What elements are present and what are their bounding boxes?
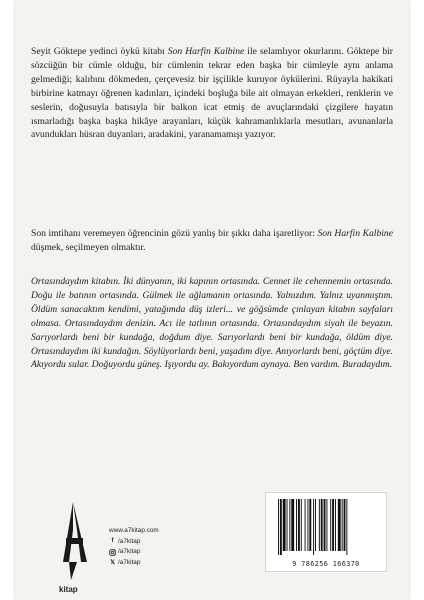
barcode-bar	[280, 499, 282, 555]
barcode-bar	[313, 499, 314, 555]
barcode-bar	[326, 499, 327, 551]
publisher-contacts	[109, 526, 159, 568]
barcode-bar	[305, 499, 306, 551]
barcode-bar	[283, 499, 286, 551]
barcode-bar	[321, 499, 323, 551]
intro-book-title: Son Harfin Kalbine	[167, 46, 245, 57]
barcode-bar	[278, 499, 279, 555]
intro-text-2: ile selamlıyor okurlarını. Göktepe bir sözcüğün bir cümle olduğu, bir cümlenin tekrar eden başka bir cümleyle aynı anlama gelmediği; kalıbını dökmeden, çerçevesiz bir işçilikle kuruyor öykülerini. Rüyayla hakikati birbirine katmayı öğrenen kadınları, içindeki boşluğa bile ait olmayan erkekleri, renklerin ve seslerin, doğusuyla batısıyla bir balkon icat etmiş de avuçlarındaki çizgilere hayatın ısmarladığı başka başka hikâye arayanları, küçük kahramanlıklarla mesutları, avunanlarla avundukları hüsran duyanları, aradakini, yaranamamışı yazıyor.	[31, 46, 393, 141]
excerpt-paragraph	[31, 275, 393, 372]
facebook-icon: f	[111, 538, 114, 545]
barcode-bar	[342, 499, 343, 551]
barcode-bar	[298, 499, 300, 551]
barcode-bar	[324, 499, 326, 551]
barcode-bar	[335, 499, 336, 551]
x-row	[109, 558, 159, 569]
website-row	[109, 526, 159, 537]
barcode-bar	[301, 499, 302, 551]
instagram-row	[109, 547, 159, 558]
instagram-handle[interactable]: /a7kitap	[118, 548, 141, 556]
intro-paragraph	[31, 45, 393, 142]
barcode-bar	[319, 499, 320, 551]
second-paragraph	[31, 227, 393, 255]
intro-text-1: Seyit Göktepe yedinci öykü kitabı	[31, 46, 168, 57]
publisher-logo-text: kitap	[59, 585, 78, 594]
isbn-barcode	[265, 492, 387, 572]
second-text-2: düşmek, seçilmeyen olmaktır.	[31, 241, 146, 253]
barcode-bar	[338, 499, 341, 551]
excerpt-text: Ortasındaydım kitabın. İki dünyanın, iki kapının ortasında. Cennet ile cehennemin ortasında. Doğu ile batının ortasında. Gülmek ile ağlamanın ortasında. Yalnızdım. Yalnız uyanmıştım. Öldüm sanacaktım kendimi, yatağımda düş izleri... ve göğsümde çınlayan kitabın sayfaları olmasa. Ortasındaydım denizin. Acı ile tatlının ortasında. Ortasındaydım siyah ile beyazın. Sarıyorlardı beni bir kundağa, doğdum diye. Sarıyorlardı beni bir kundağa, öldüm diye. Ortasındaydım iki kundağın. Söylüyorlardı beni, yaşadım diye. Anıyorlardı beni, göçtüm diye. Akıyordu sular. Doğuyordu güneş. Işıyordu ay. Bakıyordum aynaya. Ben vardım. Buradaydım.	[31, 276, 393, 371]
barcode-bar	[309, 499, 311, 551]
facebook-handle[interactable]: /a7kitap	[118, 537, 141, 545]
barcode-bar	[296, 499, 297, 551]
barcode-bar	[346, 499, 347, 555]
book-back-cover	[15, 0, 409, 600]
publisher-website[interactable]: www.a7kitap.com	[109, 527, 159, 534]
barcode-bar	[291, 499, 294, 551]
second-book-title: Son Harfin Kalbine	[317, 228, 393, 239]
barcode-bar	[289, 499, 290, 551]
barcode-bar	[330, 499, 331, 551]
barcode-bar	[332, 499, 334, 551]
barcode-bar	[344, 499, 346, 551]
barcode-bars	[276, 499, 376, 555]
x-icon: 𝕏	[110, 559, 115, 566]
facebook-row	[109, 537, 159, 548]
barcode-bar	[307, 499, 308, 551]
x-handle[interactable]: /a7kitap	[118, 558, 141, 566]
instagram-icon	[109, 549, 116, 556]
second-text-1: Son imtihanı veremeyen öğrencinin gözü yanlış bir şıkkı daha işaretliyor:	[31, 228, 318, 239]
barcode-digits: 9 786256 166370	[292, 560, 360, 568]
barcode-bar	[287, 499, 288, 551]
barcode-bar	[315, 499, 316, 551]
publisher-logo-icon	[53, 500, 93, 590]
